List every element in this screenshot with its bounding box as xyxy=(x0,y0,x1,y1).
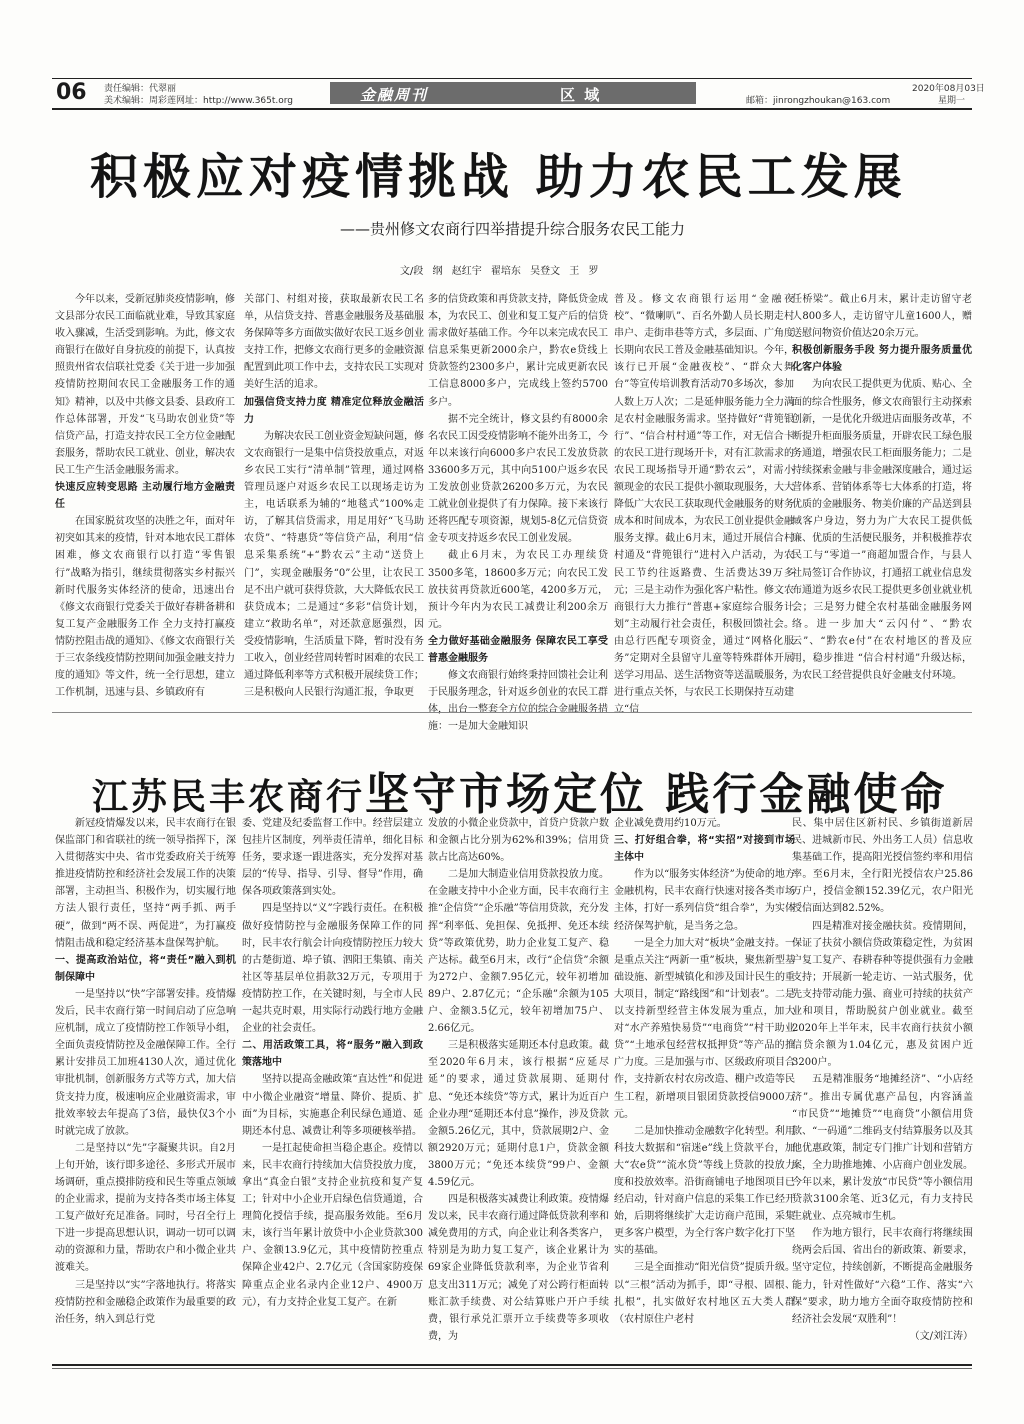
article2-title-main: 坚守市场定位 践行金融使命 xyxy=(365,769,948,820)
masthead-band xyxy=(330,82,696,104)
article1-title: 积极应对疫情挑战 助力农民工发展 xyxy=(90,149,907,205)
section-heading: 二、用活政策工具，将“服务”融入到政策落地中 xyxy=(242,1040,423,1069)
issue-date: 2020年08月03日 xyxy=(912,84,985,94)
article1-subtitle: ——贵州修文农商行四举措提升综合服务农民工能力 xyxy=(340,220,686,238)
article2-title xyxy=(92,758,947,822)
article1-column-3 xyxy=(428,291,608,733)
paragraph: 据不完全统计，修文县约有8000余名农民工因受疫情影响不能外出务工，今年以来该行向6000多户农民工发放贷款33600多万元，其中向5100户返乡农民工发放创业贷款26200多万元，为农民工就业创业提供了有力保障。接下来该行还将匹配专项资源，规划5-8亿元信贷资金专项支持返乡农民工创业发展。 xyxy=(428,413,608,545)
section-heading: 全力做好基础金融服务 保障农民工享受普惠金融服务 xyxy=(428,635,608,664)
paragraph: 五是精准服务“地摊经济”、“小店经济”。推出专属优惠产品包，内容涵盖 “市民贷”“地摊贷”“电商贷”小额信用贷款、“一码通”二维码支付结算服务以及其他优惠政策，制定专门推广计划和营销方案，全力助推地摊、小店商户创业发展。今年以来，累计发放“市民贷”等小额信用贷款3100余笔、近3亿元，有力支持民生就业、点亮城市生机。 xyxy=(792,1074,973,1223)
paragraph: 关部门、村组对接，获取最新农民工名单，从信贷支持、普惠金融服务及基础服务保障等多方面做实做好农民工返乡创业支持工作，把修文农商行更多的金融资源配置到此项工作中去，支持农民工实现对美好生活的追求。 xyxy=(244,294,424,391)
section-heading: 一、提高政治站位，将“责任”融入到机制保障中 xyxy=(55,954,236,983)
section-heading: 积极创新服务手段 努力提升服务质量优化客户体验 xyxy=(792,345,972,374)
paragraph: 发放的小微企业贷款中，首贷户贷款户数和金额占比分别为62%和39%；信用贷款占比高达60%。 xyxy=(428,818,609,864)
paragraph: 修文农商银行始终秉持回馈社会让利于民服务理念，针对返乡创业的农民工群体，出台一整套全方位的综合金融服务措施：一是加大金融知识 xyxy=(428,670,608,733)
paragraph: 为解决农民工创业资金短缺问题，修文农商银行一是集中信贷投放重点，对返乡农民工实行“清单制”管理，通过网格管理员逐户对返乡农民工以现场走访为主，电话联系为辅的“地毯式”100%走访，了解其信贷需求，用足用好“飞马助农贷”、“特惠贷”等信贷产品，利用“信息采集系统”+“黔农云”主动“送贷上门”，实现金融服务“0”公里，让农民工足不出户就可获得贷款，大大降低农民工获贷成本；二是通过“多彩”信贷计划，建立“救助名单”，对还款意愿强烈，因受疫情影响，生活质量下降，暂时没有务工收入，创业经营周转暂时困难的农民工通过降低利率等方式积极开展续贷工作；三是积极向人民银行沟通汇报，争取更 xyxy=(244,430,424,699)
paragraph: 四是坚持以“义”字践行责任。在积极做好疫情防控与金融服务保障工作的同时，民丰农行航会计向疫情防控压力较大的古楚街道、埠子镇、泗阳王集镇、南关社区等基层单位捐款32万元，专项用于疫情防控工作，在关键时刻，与全市人民一起共克时艰，用实际行动践行地方金融企业的社会责任。 xyxy=(242,903,423,1035)
paragraph: 作为以“服务实体经济”为使命的地方金融机构，民丰农商行快速对接各类市场主体，打好一系列信贷“组合拳”，为实体经济保驾护航，是当务之急。 xyxy=(614,869,795,932)
header-bottom-rule xyxy=(52,108,972,110)
article2-column-5 xyxy=(792,815,973,1353)
paragraph: 二是加大制造业信用贷款投放力度。在金融支持中小企业方面，民丰农商行主推“企信贷”“企乐融”等信用贷款，充分发挥“利率低、免担保、免抵押、免还本续贷”等政策优势，助力企业复工复产、稳产达标。截至6月末，改行“企信贷”余额为272户、金额7.95亿元，较年初增加89户、2.87亿元；“企乐融”余额为105户、金额3.5亿元，较年初增加75户、2.66亿元。 xyxy=(428,869,609,1035)
article1-column-1 xyxy=(55,291,235,699)
article1-column-5 xyxy=(792,291,972,693)
article2-title-prefix: 江苏民丰农商行 xyxy=(92,777,366,818)
article1-column-4 xyxy=(614,291,794,716)
article-divider xyxy=(52,712,972,713)
header-top-rule xyxy=(52,78,972,79)
section-heading: 快速反应转变思路 主动履行地方金融责任 xyxy=(55,482,235,511)
paragraph: 三是全面推动“阳光信贷”提质升级。以“三根”活动为抓手，即“寻根、固根、扎根”，扎实做好农村地区五大类人群（农村原住户老村 xyxy=(614,1262,795,1325)
paragraph: 为向农民工提供更为优质、贴心、全面的综合性服务，修文农商银行主动探索创新，一是优化升级进店面服务改革，不断提升柜面服务质量，开辟农民工绿色服务通道，增强农民工柜面服务能力；二是持续探索金融与非金融深度融合，通过运营体系、营销体系等七大体系的打造，将优质的金融服务、物美价廉的产品送到县域客户身边，努力为广大农民工提供低廉、优质的生活便民服务，并积极推荐农民工与“零道一”商超加盟合作，与县人社局签订合作协议，打通招工就业信息发布通道为返乡农民工提供更多创业就业机会；三是努力健全农村基础金融服务网络。进一步加大“云闪付”、“黔农云”、“黔农e付”在农村地区的普及应用，稳步推进 “信合村村通”升级达标，为农民工经营提供良好金融支付环境。 xyxy=(792,379,972,682)
article2-column-2 xyxy=(242,815,423,1353)
footer-rule xyxy=(52,1364,972,1366)
section-title: 区 域 xyxy=(560,86,602,104)
masthead-title: 金融周刊 xyxy=(360,86,429,104)
paragraph: 四是精准对接金融扶贫。疫情期间，保证了扶贫小额信贷政策稳定性，为贫困户复工复产、春耕春种等提供强有力金融支持；开展新一轮走访、一站式服务，优先支持带动能力强、商业可持续的扶贫产业和项目，帮助脱贫户创业就业。截至2020年上半年末，民丰农商行扶贫小额信贷余额为1.04亿元，惠及贫困户近3200户。 xyxy=(792,920,973,1069)
website-link[interactable]: 网址：http://www.365t.org xyxy=(176,96,294,106)
paragraph: 四是积极落实减费让利政策。疫情爆发以来，民丰农商行通过降低贷款利率和减免费用的方式，向企业让利各类客户，特别是为助力复工复产，该企业累计为69家企业降低贷款利率，为企业节省利息支出311万元；减免了对公跨行柜面转账汇款手续费、对公结算账户开户手续费，银行承兑汇票开立手续费等多项收费，为 xyxy=(428,1194,609,1342)
issue-weekday: 星期一 xyxy=(938,96,966,106)
section-heading: 三、打好组合拳，将“实招”对接到市场主体中 xyxy=(614,835,795,864)
paragraph: 委、党建及纪委监督工作中。经营层建立包挂片区制度，列举责任清单，细化目标任务，要求逐一跟进落实，充分发挥对基层的“传导、指导、引导、督导”作用，确保各项政策落到实处。 xyxy=(242,818,423,898)
paragraph: 一是全力加大对“板块”金融支持。一是重点关注“两新一重”板块，聚焦新型基础设施、新型城镇化和涉及国计民生的重大项目，制定“路线图”和“计划表”。二是以支持新型经营主体发展为重点，加大对“水产养殖快易贷”“电商贷”“村干助业贷”“土地承包经营权抵押贷”等产品的推广力度。三是加强与市、区级政府项目合作，支持新农村农房改造、棚户改造等民生工程，新增项目银团贷款授信9000万元。 xyxy=(614,937,795,1120)
email-address[interactable]: 邮箱：jinrongzhoukan@163.com xyxy=(746,96,891,106)
paragraph: 企业减免费用约10万元。 xyxy=(614,818,727,829)
editor-credit: 责任编辑：代翠丽 xyxy=(104,84,177,94)
paragraph: 今年以来，受新冠肺炎疫情影响，修文县部分农民工面临就业难，导致其家庭收入骤减，生活受到影响。为此，修文农商银行在做好自身抗疫的前提下，认真按照贵州省农信联社党委《关于进一步加强疫情防控期间农民工金融服务工作的通知》精神，以及中共修文县委、县政府工作总体部署，开发“飞马助农创业贷”等信贷产品，打造支持农民工全方位金融配套服务，帮助农民工就业、创业，解决农民工生产生活金融服务需求。 xyxy=(55,294,235,476)
article2-column-4 xyxy=(614,815,795,1353)
paragraph: 多的信贷政策和再贷款支持，降低贷金成本，为农民工、创业和复工复产后的信贷需求做好基础工作。今年以来完成农民工信息采集更新2000余户，黔农e贷线上贷款签约2300多户，累计完成更新农民工信息8000多户，完成线上签约5700多户。 xyxy=(428,294,608,408)
paragraph: 任桥梁”。截止6月末，累计走访留守老人800多人，走访留守儿童1600人，赠送慰问物资价值达20余万元。 xyxy=(792,294,972,340)
section-heading: 加强信贷支持力度 精准定位释放金融活力 xyxy=(244,396,424,425)
paragraph: 一是扛起使命担当稳企惠企。疫情以来，民丰农商行持续加大信贷投放力度，拿出“真金白银”支持企业抗疫和复产复工；针对中小企业开启绿色信贷通道，合理简化授信手续，提高服务效能。至6月末，该行当年累计放贷中小企业贷款300户、金额13.9亿元，其中疫情防控重点保障企业42户、2.7亿元（含国家防疫保障重点企业名录内企业12户、4900万元），有力支持企业复工复产。在新 xyxy=(242,1142,423,1308)
paragraph: 三是坚持以“实”字落地执行。将落实疫情防控和金融稳企政策作为最重要的政治任务，纳入到总行党 xyxy=(55,1279,236,1325)
page-number: 06 xyxy=(56,80,87,105)
author-signature: （文/刘江涛） xyxy=(909,1330,973,1342)
art-editor-credit: 美术编辑：周彩莲 xyxy=(104,96,177,106)
article1-byline: 文/段 纲 赵红宇 翟培东 吴登文 王 罗 xyxy=(400,266,599,277)
paragraph: 在国家脱贫攻坚的决胜之年，面对年初突如其来的疫情，针对本地农民工群体困难，修文农商银行以打造“零售银行”战略为指引，继续贯彻落实乡村振兴新时代服务实体经济的使命，迅速出台《修文农商银行党委关于做好春耕备耕和复工复产金融服务工作 全力支持打赢疫情防控阻击战的通知》、《修文农商银行关于三农条线疫情防控期间加强金融支持力度的通知》等文件，统一全行思想，建立工作机制，迅速与县、乡镇政府有 xyxy=(55,516,235,699)
paragraph: 截止6月末，为农民工办理续贷3500多笔，18600多万元；向农民工发放扶贫再贷款近600笔，4200多万元，预计今年内为农民工减费让利200余万元。 xyxy=(428,550,608,630)
footer-rule-thin xyxy=(52,1368,972,1369)
article1-column-2 xyxy=(244,291,424,699)
paragraph: 作为地方银行，民丰农商行将继续围绕两会后国、省出台的新政策、新要求，坚守定位，持续创新，不断提高金融服务能力，针对性做好“六稳”工作、落实“六保”要求，助力地方全面夺取疫情防控和经济社会发展“双胜利”！ xyxy=(792,1228,973,1325)
article2-column-1 xyxy=(55,815,236,1353)
paragraph: 坚持以提高金融政策“直达性”和促进中小微企业融资“增量、降价、提质、扩面”为目标，实施惠企利民绿色通道、延期还本付息、减费让利等多项硬核举措。 xyxy=(242,1074,423,1137)
paragraph: 民、集中居住区新村民、乡镇街道新居民、进城新市民、外出务工人员）信息收集基础工作，提高阳光授信签约率和用信率。至6月末，全行阳光授信农户25.86万户，授信金额152.39亿元，农户阳光授信面达到82.52%。 xyxy=(792,818,973,915)
paragraph: 二是坚持以“先”字凝聚共识。自2月上旬开始，该行即多途径、多形式开展市场调研，重点摸排防疫和民生等重点领域的企业需求，提前为支持各类市场主体复工复产做好充足准备。同时，号召全行上下进一步提高思想认识，调动一切可以调动的资源和力量，帮助农户和小微企业共渡难关。 xyxy=(55,1142,236,1274)
paragraph: 一是坚持以“快”字部署安排。疫情爆发后，民丰农商行第一时间启动了应急响应机制，成立了疫情防控工作领导小组，全面负责疫情防控及金融保障工作。全行累计安排员工加班4130人次，通过优化审批机制，创新服务方式等方式，加大信贷支持力度，极速响应企业融资需求，审批效率较去年提高了3倍，最快仅3个小时就完成了放款。 xyxy=(55,988,236,1137)
article2-column-3 xyxy=(428,815,609,1353)
paragraph: 三是积极落实延期还本付息政策。截至2020年6月末，该行根据“应延尽延”的要求，通过贷款展期、延期付息、“免还本续贷”等方式，累计为近百户企业办理“延期还本付息”操作，涉及贷款金额5.26亿元，其中，贷款展期2户、金额2920万元；延期付息1户，贷款金额3800万元；“免还本续贷”99户、金额4.59亿元。 xyxy=(428,1040,609,1188)
paragraph: 新冠疫情爆发以来，民丰农商行在银保监部门和省联社的统一领导指挥下，深入贯彻落实中央、省市党委政府关于统筹推进疫情防控和经济社会发展工作的决策部署，主动担当、积极作为，切实履行地方法人银行责任，坚持“两手抓、两手硬”，做到“两不误、两促进”，为打赢疫情阻击战和稳定经济基本盘保驾护航。 xyxy=(55,818,236,949)
paragraph: 普及。修文农商银行运用“金融夜校”、“微喇叭”、百名外勤人员长期走村串户、走街串巷等方式，多层面、广角度长期向农民工普及金融基础知识。今年，该行已开展“金融夜校”、“群众大舞台”等宣传培训教育活动70多场次，参加人数上万人次；二是延伸服务能力全力满足农村金融服务需求。坚持做好“背篼银行”、“信合村村通”等工作，对无信合卡的农民工进行现场开卡，对有汇款需求的农民工现场指导开通“黔农云”，对需小额现金的农民工提供小额取现服务，大大降低广大农民工获取现代金融服务的财务成本和时间成本，为农民工创业提供金融服务支撑。截止6月末，通过开展信合村村通及“背篼银行”进村入户活动，为农民工节约往返路费、生活费达39万多元；三是主动作为强化客户粘性。修文农商银行大力推行“普惠+家庭综合服务计划”主动履行社会责任，积极回馈社会。由总行匹配专项资金，通过“网格化服务”定期对全县留守儿童等特殊群体开展送学习用品、送生活物资等送温暖服务，进行重点关怀，与农民工长期保持互动建立“信 xyxy=(614,294,794,716)
paragraph: 二是加快推动金融数字化转型。利用科技大数据和“宿迷e”线上贷款平台，加大“农e贷”“流水贷”等线上贷款的投放力度和投放效率。沿街商铺电子地图项目已经启动，针对商户信息的采集工作已经开始，后期将继续扩大走访商户范围，采集更多客户模型，为全行客户数字化打下坚实的基础。 xyxy=(614,1125,795,1257)
